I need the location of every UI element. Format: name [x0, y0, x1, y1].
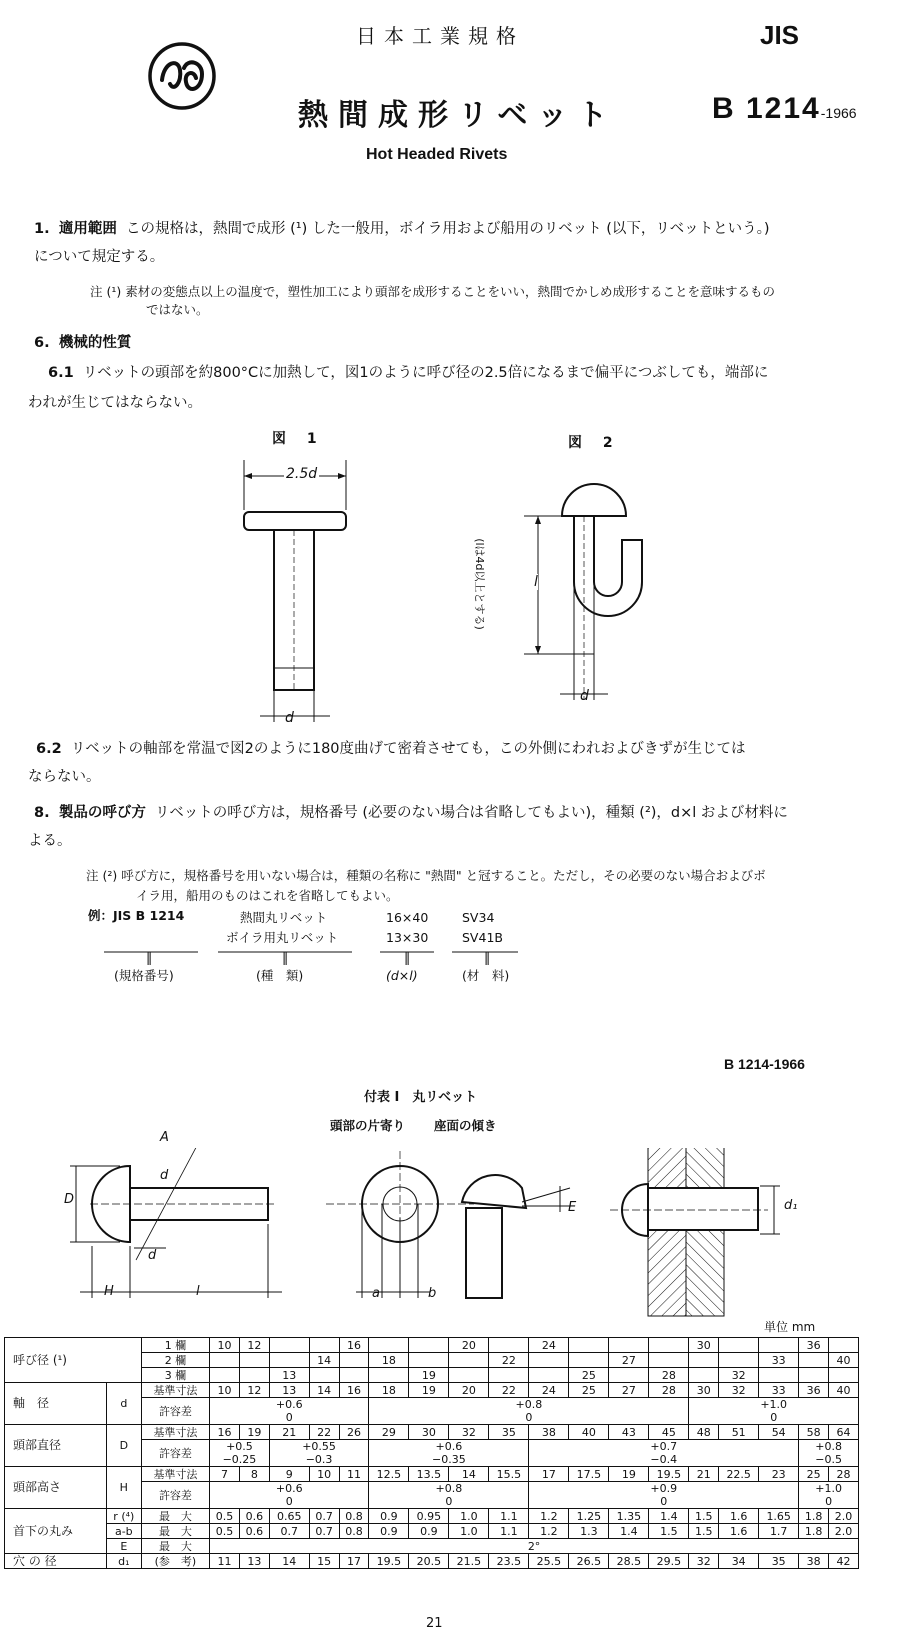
table-cell: 11 — [210, 1554, 240, 1569]
figure-1-title: 図 1 — [272, 431, 325, 447]
appendix-sub-2: 座面の傾き — [434, 1118, 497, 1133]
table-cell: 22 — [489, 1353, 529, 1368]
table-cell: 22 — [309, 1425, 339, 1440]
basic-size-label: 基準寸法 — [141, 1425, 209, 1440]
table-cell: 26.5 — [569, 1554, 609, 1569]
page-number: 21 — [426, 1616, 443, 1631]
table-cell: 23.5 — [489, 1554, 529, 1569]
standard-code: B 1214-1966 — [712, 92, 857, 125]
note-2-cont: イラ用，船用のものはこれを省略してもよい。 — [136, 888, 399, 903]
example-kind-2: ボイラ用丸リベット — [226, 930, 339, 945]
caption-kind: (種 類) — [256, 968, 304, 983]
table-row-rank-1 — [5, 1338, 859, 1353]
table-cell: 14 — [269, 1554, 309, 1569]
table-cell: 2.0 — [829, 1524, 859, 1539]
table-cell: +0.8 0 — [369, 1398, 689, 1425]
table-cell: 16 — [210, 1425, 240, 1440]
tolerance-label: 許容差 — [141, 1440, 209, 1467]
table-cell: 1.3 — [569, 1524, 609, 1539]
table-cell — [409, 1353, 449, 1368]
table-cell: 19.5 — [649, 1467, 689, 1482]
table-cell: +1.0 0 — [689, 1398, 859, 1425]
table-cell: 19 — [609, 1467, 649, 1482]
table-cell — [529, 1368, 569, 1383]
table-cell: 0.9 — [369, 1524, 409, 1539]
table-row-head-diameter-basic — [5, 1425, 859, 1440]
row-symbol-shaft: d — [106, 1383, 141, 1425]
table-cell: 33 — [759, 1383, 799, 1398]
fig2-dim-l: l — [534, 574, 538, 590]
table-cell — [309, 1338, 339, 1353]
table-cell: 0.5 — [210, 1524, 240, 1539]
table-cell: 1.7 — [759, 1524, 799, 1539]
table-cell: 10 — [210, 1338, 240, 1353]
table-cell: 14 — [309, 1383, 339, 1398]
rank-1-label: 1 欄 — [141, 1338, 209, 1353]
table-cell — [799, 1353, 829, 1368]
table-cell: 22.5 — [719, 1467, 759, 1482]
table-row-head-height-basic — [5, 1467, 859, 1482]
table-cell: +0.5 −0.25 — [210, 1440, 270, 1467]
table-cell — [210, 1353, 240, 1368]
table-cell: 34 — [719, 1554, 759, 1569]
table-cell: 13 — [239, 1554, 269, 1569]
table-cell: 32 — [719, 1383, 759, 1398]
tolerance-label: 許容差 — [141, 1398, 209, 1425]
table-cell: 8 — [239, 1467, 269, 1482]
table-cell: 0.8 — [339, 1509, 369, 1524]
table-cell: 0.8 — [339, 1524, 369, 1539]
section-8: 8. 製品の呼び方 リベットの呼び方は，規格番号 (必要のない場合は省略してもよい)，種類 (²)，d×l および材料に — [34, 805, 788, 821]
section-1-cont: について規定する。 — [34, 249, 165, 265]
table-cell: 12.5 — [369, 1467, 409, 1482]
jis-logo — [146, 40, 218, 112]
table-cell: 15 — [309, 1554, 339, 1569]
table-row-fillet — [5, 1509, 859, 1524]
table-cell: 35 — [759, 1554, 799, 1569]
table-row-inclination — [5, 1539, 859, 1554]
row-label-shaft: 軸 径 — [5, 1383, 107, 1425]
table-cell: +0.6 −0.35 — [369, 1440, 529, 1467]
table-cell — [569, 1353, 609, 1368]
table-cell — [339, 1368, 369, 1383]
table-cell: 64 — [829, 1425, 859, 1440]
table-cell: 0.7 — [309, 1509, 339, 1524]
table-cell: 26 — [339, 1425, 369, 1440]
table-cell — [269, 1353, 309, 1368]
appendix-sub-1: 頭部の片寄り — [330, 1118, 406, 1133]
table-cell: 48 — [689, 1425, 719, 1440]
table-cell: 14 — [449, 1467, 489, 1482]
table-cell: 10 — [210, 1383, 240, 1398]
table-cell: 32 — [449, 1425, 489, 1440]
table-cell: 27 — [609, 1383, 649, 1398]
section-6-1-cont: われが生じてはならない。 — [28, 395, 202, 411]
section-6-heading: 6. 機械的性質 — [34, 335, 132, 351]
table-cell — [369, 1338, 409, 1353]
english-title: Hot Headed Rivets — [366, 146, 508, 163]
table-cell: 36 — [799, 1338, 829, 1353]
example-kind-1: 熱間丸リベット — [240, 910, 328, 925]
table-cell: 13 — [269, 1368, 309, 1383]
table-cell: 24 — [529, 1338, 569, 1353]
table-cell: 13.5 — [409, 1467, 449, 1482]
table-cell: 25 — [799, 1467, 829, 1482]
rank-2-label: 2 欄 — [141, 1353, 209, 1368]
table-cell: +0.7 −0.4 — [529, 1440, 799, 1467]
table-cell: 0.7 — [269, 1524, 309, 1539]
table-cell: +0.9 0 — [529, 1482, 799, 1509]
jis-mark: JIS — [760, 20, 800, 50]
row-symbol-hole: d₁ — [106, 1554, 141, 1569]
table-cell: 1.65 — [759, 1509, 799, 1524]
appendix-title: 付表 I 丸リベット — [364, 1090, 478, 1105]
dim-a: a — [372, 1286, 380, 1301]
eq-mark-2: ‖ — [282, 950, 289, 965]
table-cell: 30 — [409, 1425, 449, 1440]
table-cell: 0.9 — [369, 1509, 409, 1524]
table-cell: 40 — [829, 1353, 859, 1368]
table-cell: 1.4 — [649, 1509, 689, 1524]
table-cell: 33 — [759, 1353, 799, 1368]
table-cell — [489, 1368, 529, 1383]
table-cell: 19 — [409, 1368, 449, 1383]
example-underlines — [100, 950, 540, 962]
note-1: 注 (¹) 素材の変態点以上の温度で，塑性加工により頭部を成形することをいい，熱間でかしめ成形することを意味するもの — [90, 284, 775, 299]
fig2-dim-note: (lは4d以上とする) — [472, 538, 486, 630]
table-cell: 25 — [569, 1383, 609, 1398]
table-cell — [719, 1338, 759, 1353]
dim-H: H — [104, 1284, 114, 1299]
row-label-head-height: 頭部高さ — [5, 1467, 107, 1509]
max-label: 最 大 — [141, 1539, 209, 1554]
rank-3-label: 3 欄 — [141, 1368, 209, 1383]
table-cell — [689, 1368, 719, 1383]
table-cell: 42 — [829, 1554, 859, 1569]
table-cell — [759, 1338, 799, 1353]
row-label-fillet: 首下の丸み — [5, 1509, 107, 1554]
row-label-head-diameter: 頭部直径 — [5, 1425, 107, 1467]
table-cell: 38 — [529, 1425, 569, 1440]
table-cell — [529, 1353, 569, 1368]
row-symbol-ab: a-b — [106, 1524, 141, 1539]
table-cell — [569, 1338, 609, 1353]
table-cell: 0.5 — [210, 1509, 240, 1524]
table-cell: 32 — [719, 1368, 759, 1383]
table-row-shaft-basic — [5, 1383, 859, 1398]
table-cell: 22 — [489, 1383, 529, 1398]
example-size-1: 16×40 — [386, 910, 429, 925]
table-cell: 58 — [799, 1425, 829, 1440]
figure-1-diagram — [230, 450, 360, 730]
dim-A: A — [160, 1130, 169, 1145]
table-cell: +0.6 0 — [210, 1482, 369, 1509]
appendix-rivet-diagrams — [60, 1148, 840, 1318]
note-1-cont: ではない。 — [146, 302, 209, 317]
table-cell: 54 — [759, 1425, 799, 1440]
row-symbol-head-height: H — [106, 1467, 141, 1509]
table-cell — [239, 1368, 269, 1383]
table-cell: 21 — [269, 1425, 309, 1440]
row-symbol-head-diameter: D — [106, 1425, 141, 1467]
table-cell: +0.8 −0.5 — [799, 1440, 859, 1467]
table-cell: 18 — [369, 1353, 409, 1368]
eq-mark-3: ‖ — [404, 950, 411, 965]
row-symbol-fillet: r (⁴) — [106, 1509, 141, 1524]
table-cell: 12 — [239, 1383, 269, 1398]
table-cell: 16 — [339, 1338, 369, 1353]
table-cell: 21.5 — [449, 1554, 489, 1569]
table-cell: 0.9 — [409, 1524, 449, 1539]
table-cell — [609, 1368, 649, 1383]
table-cell: 28.5 — [609, 1554, 649, 1569]
table-cell: 1.1 — [489, 1509, 529, 1524]
table-cell: 0.6 — [239, 1509, 269, 1524]
table-cell — [829, 1368, 859, 1383]
note-2: 注 (²) 呼び方に，規格番号を用いない場合は，種類の名称に "熱間" と冠すること。ただし，その必要のない場合およびボ — [86, 868, 766, 883]
table-cell: 9 — [269, 1467, 309, 1482]
table-cell — [339, 1353, 369, 1368]
table-row-eccentricity — [5, 1524, 859, 1539]
table-cell — [449, 1368, 489, 1383]
table-cell: 19 — [409, 1383, 449, 1398]
table-cell: 51 — [719, 1425, 759, 1440]
section-6-2-cont: ならない。 — [28, 769, 101, 785]
table-cell: 19 — [239, 1425, 269, 1440]
table-cell: 32 — [689, 1554, 719, 1569]
table-cell — [449, 1353, 489, 1368]
table-cell: 30 — [689, 1383, 719, 1398]
table-cell: 1.0 — [449, 1509, 489, 1524]
dim-d-bottom: d — [148, 1248, 157, 1263]
table-cell: 1.6 — [719, 1524, 759, 1539]
basic-size-label: 基準寸法 — [141, 1383, 209, 1398]
table-cell: 0.7 — [309, 1524, 339, 1539]
example-material-2: SV41B — [462, 930, 503, 945]
appendix-code: B 1214-1966 — [724, 1056, 805, 1072]
table-cell — [649, 1338, 689, 1353]
row-label-hole: 穴 の 径 — [5, 1554, 107, 1569]
org-header: 日本工業規格 — [356, 24, 524, 48]
section-8-cont: よる。 — [28, 833, 72, 849]
table-cell — [210, 1368, 240, 1383]
reference-label: (参 考) — [141, 1554, 209, 1569]
fig1-dim-2-5d: 2.5d — [286, 466, 318, 482]
table-cell: 0.6 — [239, 1524, 269, 1539]
table-cell: 1.2 — [529, 1524, 569, 1539]
unit-label: 単位 mm — [764, 1320, 816, 1334]
table-cell: 24 — [529, 1383, 569, 1398]
table-cell: 29.5 — [649, 1554, 689, 1569]
table-cell: 0.65 — [269, 1509, 309, 1524]
table-cell: 28 — [829, 1467, 859, 1482]
row-symbol-e: E — [106, 1539, 141, 1554]
table-cell — [609, 1338, 649, 1353]
table-cell: 1.35 — [609, 1509, 649, 1524]
table-cell: 1.0 — [449, 1524, 489, 1539]
dim-D: D — [64, 1192, 75, 1207]
table-cell: 17 — [529, 1467, 569, 1482]
max-label: 最 大 — [141, 1524, 209, 1539]
table-cell: 19.5 — [369, 1554, 409, 1569]
table-cell: 35 — [489, 1425, 529, 1440]
table-cell: 2° — [210, 1539, 859, 1554]
table-cell — [369, 1368, 409, 1383]
section-6-1: 6.1 リベットの頭部を約800°Cに加熱して，図1のように呼び径の2.5倍になるまで偏平につぶしても，端部に — [48, 365, 769, 381]
max-label: 最 大 — [141, 1509, 209, 1524]
table-cell: 17.5 — [569, 1467, 609, 1482]
table-cell: 20.5 — [409, 1554, 449, 1569]
table-cell: 20 — [449, 1338, 489, 1353]
table-cell: 18 — [369, 1383, 409, 1398]
table-cell: 1.8 — [799, 1509, 829, 1524]
table-cell: 1.5 — [689, 1524, 719, 1539]
example-label: 例：JIS B 1214 — [88, 908, 185, 923]
eq-mark-4: ‖ — [484, 950, 491, 965]
table-cell: 1.1 — [489, 1524, 529, 1539]
table-cell — [759, 1368, 799, 1383]
table-cell: 2.0 — [829, 1509, 859, 1524]
table-cell: 45 — [649, 1425, 689, 1440]
row-label-nominal: 呼び径 (¹) — [5, 1338, 142, 1383]
dim-d1: d₁ — [784, 1198, 798, 1213]
table-cell: +1.0 0 — [799, 1482, 859, 1509]
table-cell: 14 — [309, 1353, 339, 1368]
table-cell: 36 — [799, 1383, 829, 1398]
table-cell: 27 — [609, 1353, 649, 1368]
table-cell: 1.5 — [689, 1509, 719, 1524]
table-cell: 23 — [759, 1467, 799, 1482]
table-cell: 16 — [339, 1383, 369, 1398]
table-cell: 40 — [569, 1425, 609, 1440]
table-cell: 30 — [689, 1338, 719, 1353]
section-1: 1. 適用範囲 この規格は，熱間で成形 (¹) した一般用，ボイラ用および船用のリベット (以下，リベットという。) — [34, 221, 770, 237]
table-cell: 15.5 — [489, 1467, 529, 1482]
table-cell — [719, 1353, 759, 1368]
table-cell: 13 — [269, 1383, 309, 1398]
table-cell: 12 — [239, 1338, 269, 1353]
table-cell: 28 — [649, 1383, 689, 1398]
table-cell — [799, 1368, 829, 1383]
caption-material: (材 料) — [462, 968, 510, 983]
table-cell: 1.25 — [569, 1509, 609, 1524]
table-cell: 20 — [449, 1383, 489, 1398]
rivet-dimension-table — [4, 1337, 859, 1569]
dim-b: b — [428, 1286, 437, 1301]
table-cell: 10 — [309, 1467, 339, 1482]
fig1-dim-d: d — [285, 710, 294, 726]
table-cell: 1.8 — [799, 1524, 829, 1539]
table-cell — [489, 1338, 529, 1353]
table-cell: 1.4 — [609, 1524, 649, 1539]
table-cell: 21 — [689, 1467, 719, 1482]
table-cell — [649, 1353, 689, 1368]
table-cell: +0.8 0 — [369, 1482, 529, 1509]
example-size-2: 13×30 — [386, 930, 429, 945]
page-title: 熱間成形リベット — [298, 98, 618, 133]
dim-E: E — [568, 1200, 577, 1215]
table-cell: 25.5 — [529, 1554, 569, 1569]
table-cell: 40 — [829, 1383, 859, 1398]
table-cell: 7 — [210, 1467, 240, 1482]
table-cell: 29 — [369, 1425, 409, 1440]
table-cell: 0.95 — [409, 1509, 449, 1524]
dim-l: l — [196, 1284, 200, 1299]
table-cell: 43 — [609, 1425, 649, 1440]
caption-size: (d×l) — [386, 968, 418, 983]
table-cell — [269, 1338, 309, 1353]
table-cell — [829, 1338, 859, 1353]
dim-d-top: d — [160, 1168, 169, 1183]
example-material-1: SV34 — [462, 910, 495, 925]
table-cell: +0.55 −0.3 — [269, 1440, 369, 1467]
table-cell: 1.5 — [649, 1524, 689, 1539]
table-cell — [309, 1368, 339, 1383]
table-cell: 28 — [649, 1368, 689, 1383]
table-cell: 1.6 — [719, 1509, 759, 1524]
table-cell: 11 — [339, 1467, 369, 1482]
table-cell: 25 — [569, 1368, 609, 1383]
table-row-hole — [5, 1554, 859, 1569]
table-cell — [689, 1353, 719, 1368]
caption-standard: (規格番号) — [114, 968, 174, 983]
table-cell: 17 — [339, 1554, 369, 1569]
table-cell: +0.6 0 — [210, 1398, 369, 1425]
table-cell: 1.2 — [529, 1509, 569, 1524]
section-6-2: 6.2 リベットの軸部を常温で図2のように180度曲げて密着させても，この外側にわれおよびきずが生じては — [36, 741, 746, 757]
eq-mark-1: ‖ — [146, 950, 153, 965]
table-cell — [409, 1338, 449, 1353]
table-cell: 38 — [799, 1554, 829, 1569]
table-cell — [239, 1353, 269, 1368]
basic-size-label: 基準寸法 — [141, 1467, 209, 1482]
figure-2-title: 図 2 — [568, 435, 621, 451]
tolerance-label: 許容差 — [141, 1482, 209, 1509]
fig2-dim-d: d — [580, 688, 589, 704]
